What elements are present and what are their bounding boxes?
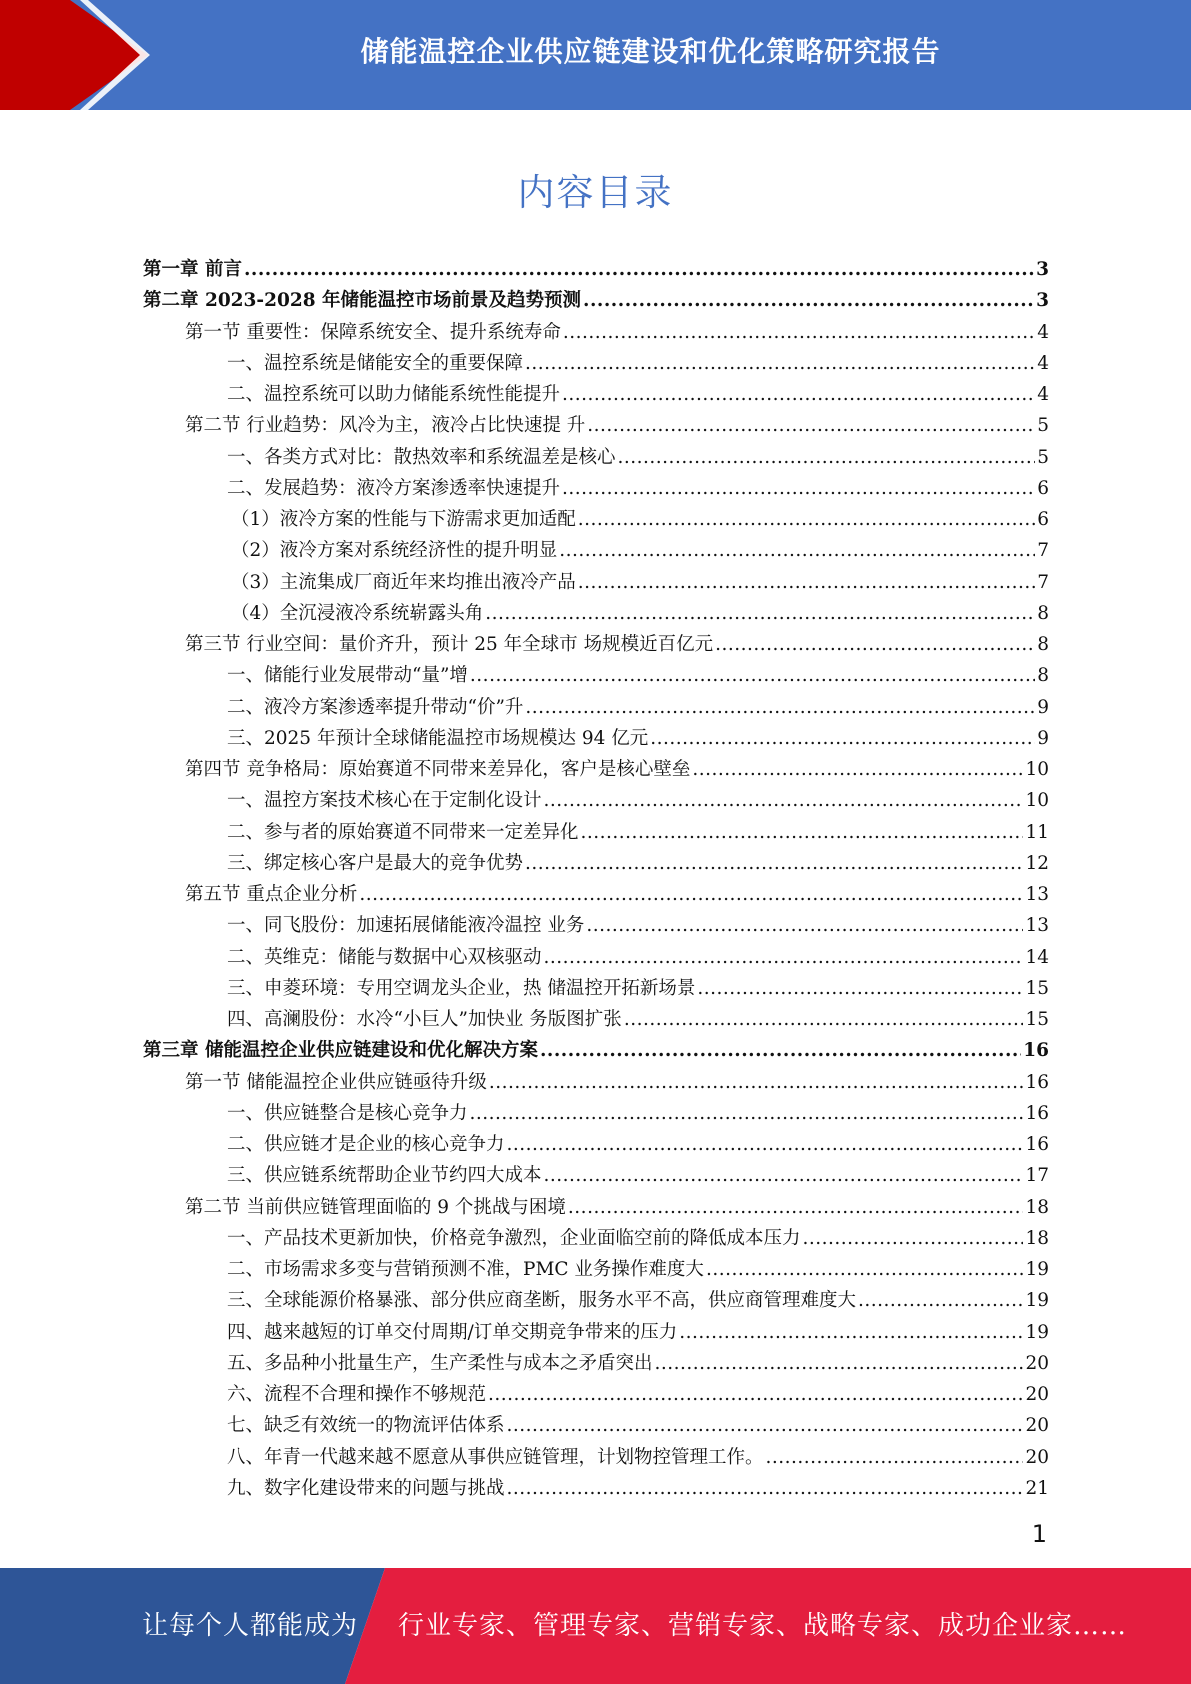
footer-slogan-left: 让每个人都能成为: [142, 1611, 359, 1641]
toc-entry-page: 20: [1025, 1446, 1049, 1468]
toc-dot-leader: [544, 1160, 1024, 1191]
toc-entry[interactable]: [143, 1004, 1049, 1035]
toc-entry-title: （1）液冷方案的性能与下游需求更加适配: [231, 509, 576, 530]
toc-entry-page: 9: [1037, 696, 1049, 718]
toc-entry-title: 九、数字化建设带来的问题与挑战: [227, 1477, 505, 1499]
toc-entry[interactable]: [143, 785, 1049, 816]
toc-entry-page: 16: [1025, 1102, 1049, 1124]
toc-entry[interactable]: [143, 285, 1049, 316]
toc-entry[interactable]: [143, 410, 1049, 441]
toc-entry-page: 11: [1025, 821, 1049, 843]
toc-entry-title: 三、绑定核心客户是最大的竞争优势: [227, 852, 524, 874]
toc-dot-leader: [544, 785, 1024, 816]
toc-dot-leader: [679, 1317, 1023, 1348]
toc-entry[interactable]: [143, 692, 1049, 723]
toc-entry-title: 一、供应链整合是核心竞争力: [227, 1102, 468, 1124]
toc-entry-page: 4: [1037, 384, 1049, 405]
toc-entry-page: 7: [1037, 571, 1049, 593]
toc-entry-title: 三、全球能源价格暴涨、部分供应商垄断，服务水平不高，供应商管理难度大: [227, 1290, 857, 1312]
report-title: 储能温控企业供应链建设和优化策略研究报告: [360, 35, 941, 68]
toc-dot-leader: [803, 1223, 1024, 1254]
toc-entry[interactable]: [143, 1160, 1049, 1191]
toc-dot-leader: [470, 660, 1035, 691]
toc-entry[interactable]: [143, 942, 1049, 973]
toc-entry[interactable]: [143, 1223, 1049, 1254]
toc-entry-page: 8: [1037, 602, 1049, 624]
toc-entry-title: 六、流程不合理和操作不够规范: [227, 1384, 487, 1405]
toc-entry-title: 第五节 重点企业分析: [185, 884, 358, 905]
toc-entry[interactable]: [143, 879, 1049, 910]
toc-entry-page: 4: [1037, 321, 1049, 343]
toc-entry-title: 第二节 当前供应链管理面临的 9 个挑战与困境: [185, 1196, 566, 1218]
toc-entry[interactable]: [143, 535, 1049, 566]
toc-entry-page: 5: [1037, 415, 1049, 437]
page-number: 1: [1031, 1520, 1047, 1548]
toc-entry-title: 第二章 2023-2028 年储能温控市场前景及趋势预测: [143, 290, 582, 312]
toc-entry[interactable]: [143, 254, 1049, 285]
toc-entry-title: 四、高澜股份：水冷“小巨人”加快业 务版图扩张: [227, 1009, 622, 1030]
toc-entry-page: 8: [1037, 665, 1049, 687]
toc-entry[interactable]: [143, 379, 1049, 410]
toc-dot-leader: [489, 1067, 1024, 1098]
toc-entry[interactable]: [143, 1192, 1049, 1223]
header-band: [0, 0, 1191, 110]
toc-dot-leader: [507, 1129, 1024, 1160]
toc-entry-page: 10: [1025, 759, 1049, 780]
toc-entry[interactable]: [143, 504, 1049, 535]
toc-entry-page: 15: [1025, 1009, 1049, 1030]
toc-dot-leader: [624, 1004, 1024, 1035]
toc-entry-title: 二、参与者的原始赛道不同带来一定差异化: [227, 821, 579, 843]
toc-dot-leader: [507, 1410, 1024, 1441]
toc-entry-page: 16: [1025, 1071, 1049, 1093]
toc-entry[interactable]: [143, 1317, 1049, 1348]
toc-entry-title: 二、温控系统可以助力储能系统性能提升: [227, 384, 561, 405]
toc-entry[interactable]: [143, 1410, 1049, 1441]
toc-entry[interactable]: [143, 442, 1049, 473]
toc-entry[interactable]: [143, 1473, 1049, 1504]
toc-heading: 内容目录: [517, 171, 674, 214]
toc-entry[interactable]: [143, 348, 1049, 379]
toc-entry-title: 二、液冷方案渗透率提升带动“价”升: [227, 696, 524, 718]
toc-entry-page: 3: [1036, 259, 1049, 280]
toc-entry[interactable]: [143, 817, 1049, 848]
toc-dot-leader: [244, 254, 1034, 285]
footer-slogan-right: 行业专家、管理专家、营销专家、战略专家、成功企业家……: [398, 1611, 1128, 1641]
toc-entry-title: 第三章 储能温控企业供应链建设和优化解决方案: [143, 1040, 538, 1062]
toc-entry-title: 二、英维克：储能与数据中心双核驱动: [227, 946, 542, 968]
toc-entry-page: 21: [1025, 1477, 1049, 1499]
toc-entry[interactable]: [143, 754, 1049, 785]
toc-entry-page: 3: [1036, 290, 1049, 312]
footer-band: [0, 1568, 1191, 1684]
toc-entry-title: 第三节 行业空间：量价齐升，预计 25 年全球市 场规模近百亿元: [185, 634, 714, 655]
toc-entry-page: 20: [1025, 1415, 1049, 1437]
toc-dot-leader: [507, 1473, 1024, 1504]
toc-dot-leader: [359, 879, 1023, 910]
toc-entry[interactable]: [143, 598, 1049, 629]
toc-dot-leader: [488, 1379, 1023, 1410]
toc-entry-title: （2）液冷方案对系统经济性的提升明显: [231, 540, 558, 562]
toc-entry[interactable]: [143, 1254, 1049, 1285]
toc-entry[interactable]: [143, 1035, 1049, 1066]
toc-entry[interactable]: [143, 1129, 1049, 1160]
toc-dot-leader: [540, 1035, 1021, 1066]
toc-entry[interactable]: [143, 1285, 1049, 1316]
toc-entry-title: 二、市场需求多变与营销预测不准，PMC 业务操作难度大: [227, 1259, 704, 1280]
header-arrow-decoration: [0, 0, 150, 110]
toc-dot-leader: [766, 1442, 1024, 1473]
toc-entry-page: 19: [1025, 1259, 1049, 1280]
toc-entry[interactable]: [143, 1098, 1049, 1129]
toc-dot-leader: [562, 473, 1035, 504]
toc-entry-title: 五、多品种小批量生产，生产柔性与成本之矛盾突出: [227, 1352, 653, 1374]
toc-entry[interactable]: [143, 567, 1049, 598]
toc-entry-title: 二、发展趋势：液冷方案渗透率快速提升: [227, 477, 561, 499]
toc-entry-title: 一、产品技术更新加快，价格竞争激烈，企业面临空前的降低成本压力: [227, 1227, 801, 1249]
toc-dot-leader: [578, 504, 1035, 535]
toc-entry-page: 18: [1025, 1227, 1049, 1249]
toc-entry-title: 第一节 储能温控企业供应链亟待升级: [185, 1071, 487, 1093]
toc-entry-page: 18: [1025, 1196, 1049, 1218]
toc-entry-page: 20: [1025, 1384, 1049, 1405]
toc-entry-page: 15: [1025, 977, 1049, 999]
toc-dot-leader: [587, 410, 1035, 441]
toc-entry-title: （3）主流集成厂商近年来均推出液冷产品: [231, 571, 576, 593]
toc-entry[interactable]: [143, 848, 1049, 879]
toc-dot-leader: [559, 535, 1035, 566]
toc-dot-leader: [697, 973, 1023, 1004]
toc-dot-leader: [581, 817, 1024, 848]
toc-entry-page: 19: [1025, 1290, 1049, 1312]
toc-dot-leader: [562, 379, 1035, 410]
toc-dot-leader: [525, 848, 1023, 879]
toc-entry-page: 6: [1037, 477, 1049, 499]
toc-entry-title: 第一节 重要性：保障系统安全、提升系统寿命: [185, 321, 561, 343]
toc-entry-page: 9: [1037, 727, 1049, 749]
toc-dot-leader: [525, 692, 1035, 723]
toc-entry-page: 13: [1025, 884, 1049, 905]
toc-entry[interactable]: [143, 973, 1049, 1004]
toc-dot-leader: [544, 942, 1024, 973]
toc-entry-page: 16: [1023, 1040, 1049, 1062]
toc-entry[interactable]: [143, 660, 1049, 691]
toc-entry[interactable]: [143, 317, 1049, 348]
toc-entry-title: 一、温控方案技术核心在于定制化设计: [227, 790, 542, 812]
toc-entry-page: 8: [1037, 634, 1049, 655]
toc-dot-leader: [578, 567, 1035, 598]
toc-entry-title: 三、2025 年预计全球储能温控市场规模达 94 亿元: [227, 727, 649, 749]
toc-dot-leader: [692, 754, 1023, 785]
toc-entry[interactable]: [143, 1442, 1049, 1473]
toc-entry-title: 一、各类方式对比：散热效率和系统温差是核心: [227, 446, 616, 468]
toc-entry-title: 第一章 前言: [143, 259, 242, 280]
toc-entry-title: 第四节 竞争格局：原始赛道不同带来差异化，客户是核心壁垒: [185, 759, 691, 780]
toc-entry[interactable]: [143, 1348, 1049, 1379]
toc-entry-page: 16: [1025, 1134, 1049, 1155]
toc-entry-page: 6: [1037, 509, 1049, 530]
toc-entry-page: 13: [1025, 915, 1049, 937]
toc-dot-leader: [618, 442, 1036, 473]
toc-entry[interactable]: [143, 629, 1049, 660]
toc-dot-leader: [525, 348, 1035, 379]
toc-entry-page: 5: [1037, 446, 1049, 468]
toc-entry-page: 7: [1037, 540, 1049, 562]
toc-entry-page: 17: [1025, 1165, 1049, 1187]
toc-entry-page: 14: [1025, 946, 1049, 968]
toc-entry-title: 三、供应链系统帮助企业节约四大成本: [227, 1165, 542, 1187]
toc-dot-leader: [563, 317, 1035, 348]
toc-dot-leader: [586, 910, 1023, 941]
toc-entry-title: 一、同飞股份：加速拓展储能液冷温控 业务: [227, 915, 585, 937]
toc-entry-title: 七、缺乏有效统一的物流评估体系: [227, 1415, 505, 1437]
toc-entry-title: 四、越来越短的订单交付周期/订单交期竞争带来的压力: [227, 1321, 678, 1343]
toc-entry-page: 10: [1025, 790, 1049, 812]
toc-entry-title: 八、年青一代越来越不愿意从事供应链管理，计划物控管理工作。: [227, 1446, 764, 1468]
toc-dot-leader: [655, 1348, 1024, 1379]
toc-dot-leader: [470, 1098, 1024, 1129]
toc-entry-page: 12: [1025, 852, 1049, 874]
toc-entry-title: 二、供应链才是企业的核心竞争力: [227, 1134, 505, 1155]
toc-entry-title: 三、申菱环境：专用空调龙头企业，热 储温控开拓新场景: [227, 977, 696, 999]
toc-dot-leader: [650, 723, 1035, 754]
toc-entry[interactable]: [143, 1379, 1049, 1410]
toc-entry-title: （4）全沉浸液冷系统崭露头角: [231, 602, 484, 624]
toc-entry[interactable]: [143, 1067, 1049, 1098]
toc-entry[interactable]: [143, 910, 1049, 941]
toc-entry-page: 4: [1037, 352, 1049, 374]
toc-entry-page: 20: [1025, 1352, 1049, 1374]
toc-entry[interactable]: [143, 723, 1049, 754]
toc-entry-title: 一、温控系统是储能安全的重要保障: [227, 352, 524, 374]
toc-dot-leader: [858, 1285, 1023, 1316]
table-of-contents: [143, 254, 1049, 1504]
toc-dot-leader: [583, 285, 1034, 316]
toc-entry-title: 一、储能行业发展带动“量”增: [227, 665, 468, 687]
toc-dot-leader: [706, 1254, 1024, 1285]
toc-dot-leader: [715, 629, 1035, 660]
toc-dot-leader: [568, 1192, 1024, 1223]
toc-entry-page: 19: [1025, 1321, 1049, 1343]
toc-entry[interactable]: [143, 473, 1049, 504]
toc-dot-leader: [485, 598, 1035, 629]
toc-entry-title: 第二节 行业趋势：风冷为主，液冷占比快速提 升: [185, 415, 586, 437]
